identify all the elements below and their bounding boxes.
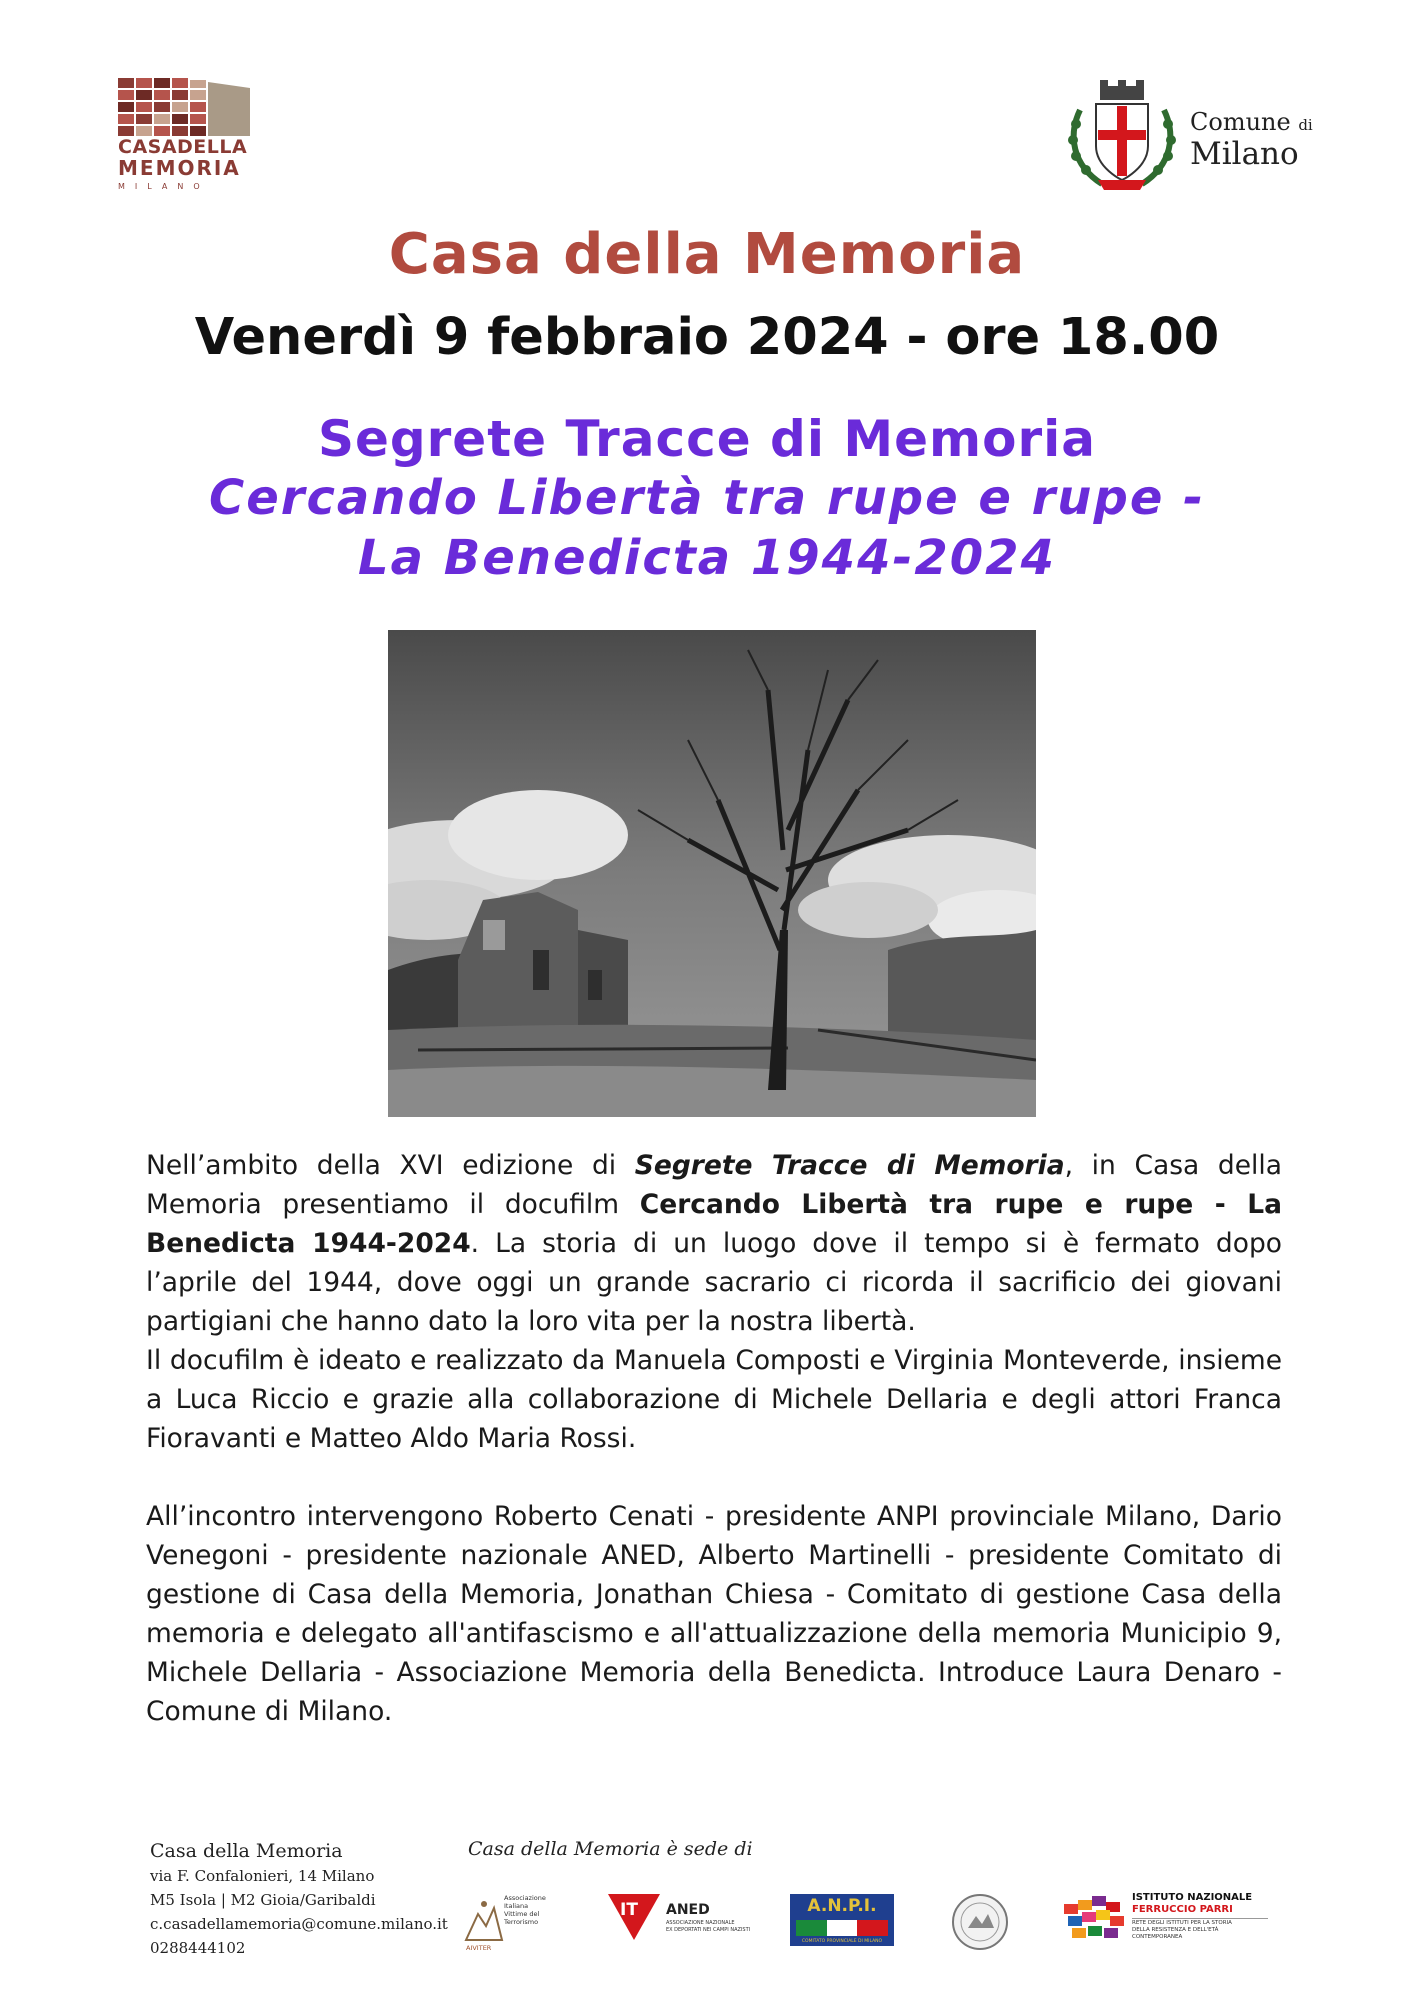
- aned-sub-1: ASSOCIAZIONE NAZIONALE: [666, 1920, 735, 1926]
- comune-label: [1190, 108, 1313, 136]
- parri-line5: CONTEMPORANEA: [1132, 1934, 1183, 1940]
- film-name-inline: Cercando Libertà tra rupe e rupe - La Benedicta 1944-2024: [146, 1189, 1282, 1259]
- intro-paragraph: [146, 1146, 1282, 1341]
- comune-di-milano-logo: [1062, 80, 1312, 200]
- address-email[interactable]: c.casadellamemoria@comune.milano.it: [150, 1915, 448, 1933]
- parri-line3: RETE DEGLI ISTITUTI PER LA STORIA: [1132, 1920, 1232, 1926]
- anpi-sub: COMITATO PROVINCIALE DI MILANO: [801, 1939, 883, 1944]
- seat-label: Casa della Memoria è sede di: [468, 1838, 753, 1860]
- milano-coat-of-arms-icon: [1062, 80, 1182, 198]
- benedicta-seal-logo: [950, 1888, 1014, 1954]
- aiviter-logo: [464, 1888, 554, 1954]
- venue-address: [150, 1838, 448, 1960]
- parri-line1: ISTITUTO NAZIONALE: [1132, 1892, 1253, 1903]
- anpi-name: A.N.P.I.: [807, 1896, 877, 1916]
- aiviter-text-4: Terrorismo: [504, 1918, 539, 1926]
- credits-paragraph: Il docufilm è ideato e realizzato da Manuela Composti e Virginia Monteverde, insieme a Luca Riccio e grazie alla collaborazione di Michele Dellaria e degli attori Franca Fioravanti e Matteo Aldo Maria Rossi.: [146, 1345, 1282, 1454]
- film-title-line1: Cercando Libertà tra rupe e rupe -: [208, 470, 1206, 526]
- film-title-line2: La Benedicta 1944-2024: [358, 530, 1056, 586]
- venue-title: Casa della Memoria: [388, 222, 1026, 287]
- cdm-logo-line3: MILANO: [118, 182, 210, 191]
- parri-line2: FERRUCCIO PARRI: [1132, 1904, 1233, 1915]
- aned-name: ANED: [666, 1902, 710, 1918]
- comune-word: Comune: [1190, 108, 1291, 136]
- series-name-inline: Segrete Tracce di Memoria: [634, 1150, 1065, 1181]
- aiviter-text-3: Vittime del: [504, 1910, 540, 1918]
- address-title: Casa della Memoria: [150, 1840, 343, 1862]
- memoria-mosaic-icon: [118, 78, 250, 136]
- aned-sub-2: EX DEPORTATI NEI CAMPI NAZISTI: [666, 1927, 751, 1933]
- parri-mosaic-icon: [1064, 1896, 1126, 1942]
- intro-text-b: , in Casa della Memoria presentiamo il docufilm: [146, 1150, 1282, 1220]
- anpi-flag-icon: [796, 1920, 888, 1936]
- address-street: via F. Confalonieri, 14 Milano: [150, 1867, 375, 1885]
- event-description: [146, 1146, 1282, 1731]
- parri-divider: [1132, 1918, 1268, 1919]
- cdm-logo-line2: MEMORIA: [118, 156, 241, 180]
- paragraph-gap: [146, 1458, 1282, 1497]
- parri-line4: DELLA RESISTENZA E DELL'ETÀ: [1132, 1927, 1219, 1933]
- aned-mark: IT: [620, 1900, 638, 1920]
- aned-logo: [608, 1888, 756, 1954]
- series-title: Segrete Tracce di Memoria: [317, 410, 1097, 468]
- speakers-paragraph: All’incontro intervengono Roberto Cenati - presidente ANPI provinciale Milano, Dario Venegoni - presidente nazionale ANED, Alberto Martinelli - presidente Comitato di gestione di Casa della Memoria, Jonathan Chiesa - Comitato di gestione Casa della memoria e delegato all'antifascismo e all'attualizzazione della memoria Municipio 9, Michele Dellaria - Associazione Memoria della Benedicta. Introduce Laura Denaro - Comune di Milano.: [146, 1501, 1282, 1727]
- cdm-logo-line1: CASADELLA: [118, 136, 248, 158]
- milano-label: Milano: [1190, 136, 1299, 172]
- casa-della-memoria-logo: [118, 78, 258, 200]
- address-phone: 0288444102: [150, 1939, 246, 1957]
- anpi-logo: [790, 1888, 894, 1954]
- aiviter-mountain-icon: [464, 1894, 504, 1946]
- seal-icon: [950, 1892, 1010, 1952]
- aiviter-text-2: Italiana: [504, 1902, 529, 1910]
- intro-text-c: . La storia di un luogo dove il tempo si è fermato dopo l’aprile del 1944, dove oggi un grande sacrario ci ricorda il sacrificio dei giovani partigiani che hanno dato la loro vita per la nostra libertà.: [146, 1228, 1282, 1337]
- di-word: di: [1298, 116, 1313, 134]
- benedicta-ruins-photo: [388, 630, 1036, 1117]
- event-date: Venerdì 9 febbraio 2024 - ore 18.00: [194, 308, 1220, 367]
- istituto-parri-logo: [1064, 1888, 1270, 1954]
- intro-text-a: Nell’ambito della XVI edizione di: [146, 1150, 635, 1181]
- aiviter-text-1: Associazione: [504, 1894, 546, 1902]
- address-metro: M5 Isola | M2 Gioia/Garibaldi: [150, 1891, 376, 1909]
- aiviter-short: AIVITER: [466, 1944, 492, 1952]
